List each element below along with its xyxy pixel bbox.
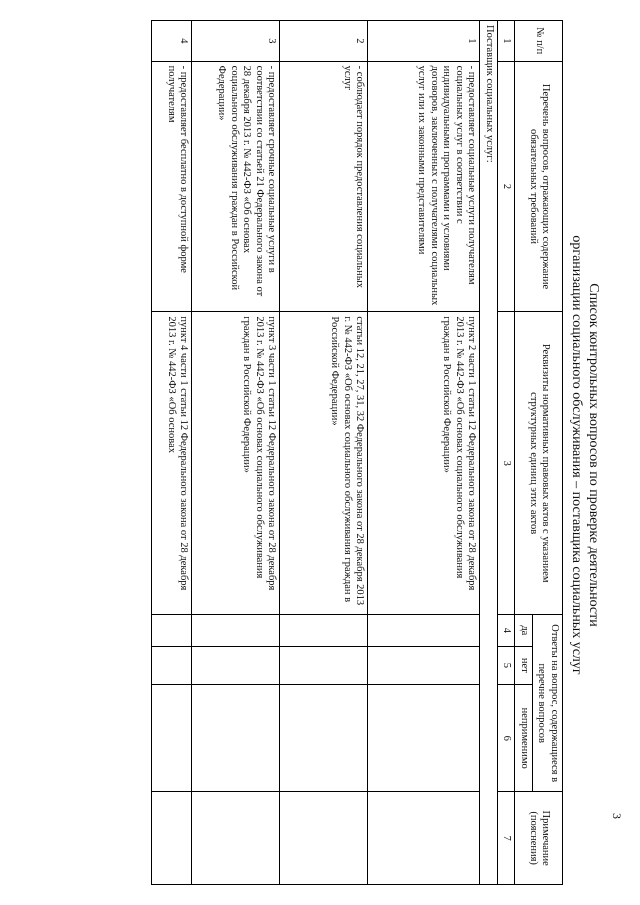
- page-number: 3: [610, 813, 624, 819]
- header-no: нет: [515, 646, 533, 684]
- document-page: [20, 20, 624, 890]
- col-number: 1: [498, 21, 516, 62]
- row-requisite: статьи 12, 21, 27, 31, 32 Федерального закона от 28 декабря 2013 г. № 442-ФЗ «Об основах социального обслуживания граждан в Российской Федерации»: [280, 312, 368, 615]
- table-row: [368, 21, 480, 885]
- row-requisite: пункт 4 части 1 статьи 12 Федерального закона от 28 декабря 2013 г. № 442-ФЗ «Об основах: [152, 312, 192, 615]
- col-number: 2: [498, 61, 516, 312]
- table-row: [192, 21, 280, 885]
- col-number: 3: [498, 312, 516, 615]
- col-number: 4: [498, 615, 516, 647]
- answer-yes-cell[interactable]: [280, 615, 368, 647]
- row-question: - предоставляет социальные услуги получателям социальных услуг в соответствии с индивидуальными программами и условиями договоров, заключенных с получателями социальных услуг или их законными представителями: [368, 61, 480, 312]
- row-requisite: пункт 3 части 1 статьи 12 Федерального закона от 28 декабря 2013 г. № 442-ФЗ «Об основах социального обслуживания граждан в Российской Федерации»: [192, 312, 280, 615]
- row-number: 1: [368, 21, 480, 62]
- answer-no-cell[interactable]: [368, 646, 480, 684]
- header-na: неприменимо: [515, 685, 533, 792]
- document-title: [568, 20, 602, 890]
- table-row: [152, 21, 192, 885]
- answer-yes-cell[interactable]: [192, 615, 280, 647]
- header-row: [533, 21, 563, 885]
- answer-na-cell[interactable]: [368, 685, 480, 792]
- row-number: 3: [192, 21, 280, 62]
- row-question: - предоставляет бесплатно в доступной форме получателям: [152, 61, 192, 312]
- header-yes: да: [515, 615, 533, 647]
- row-requisite: пункт 2 части 1 статьи 12 Федерального закона от 28 декабря 2013 г. № 442-ФЗ «Об основах социального обслуживания граждан в Российской Федерации»: [368, 312, 480, 615]
- note-cell[interactable]: [368, 792, 480, 885]
- note-cell[interactable]: [152, 792, 192, 885]
- checklist-table: [152, 20, 564, 885]
- title-line-1: Список контрольных вопросов по проверке деятельности: [586, 283, 601, 627]
- row-question: - предоставляет срочные социальные услуги в соответствии со статьей 21 Федерального закона от 28 декабря 2013 г. № 442-ФЗ «Об основах социального обслуживания граждан в Российской Федерации»: [192, 61, 280, 312]
- table-row: [280, 21, 368, 885]
- section-row: [480, 21, 498, 885]
- header-note: Примечание (пояснения): [515, 792, 563, 885]
- answer-na-cell[interactable]: [152, 685, 192, 792]
- title-line-2: организации социального обслуживания – поставщика социальных услуг: [569, 235, 584, 675]
- answer-no-cell[interactable]: [192, 646, 280, 684]
- header-questions: Перечень вопросов, отражающих содержание обязательных требований: [515, 61, 563, 312]
- row-question: - соблюдает порядок предоставления социальных услуг: [280, 61, 368, 312]
- row-number: 4: [152, 21, 192, 62]
- answer-no-cell[interactable]: [280, 646, 368, 684]
- col-number: 7: [498, 792, 516, 885]
- col-number: 6: [498, 685, 516, 792]
- answer-na-cell[interactable]: [192, 685, 280, 792]
- row-number: 2: [280, 21, 368, 62]
- answer-yes-cell[interactable]: [368, 615, 480, 647]
- note-cell[interactable]: [192, 792, 280, 885]
- col-number: 5: [498, 646, 516, 684]
- answer-yes-cell[interactable]: [152, 615, 192, 647]
- column-number-row: [498, 21, 516, 885]
- note-cell[interactable]: [280, 792, 368, 885]
- answer-no-cell[interactable]: [152, 646, 192, 684]
- header-requisites: Реквизиты нормативных правовых актов с указанием структурных единиц этих актов: [515, 312, 563, 615]
- header-answers: Ответы на вопрос, содержащиеся в перечне вопросов: [533, 615, 563, 792]
- header-number: № п/п: [515, 21, 563, 62]
- answer-na-cell[interactable]: [280, 685, 368, 792]
- section-label: Поставщик социальных услуг:: [480, 21, 498, 885]
